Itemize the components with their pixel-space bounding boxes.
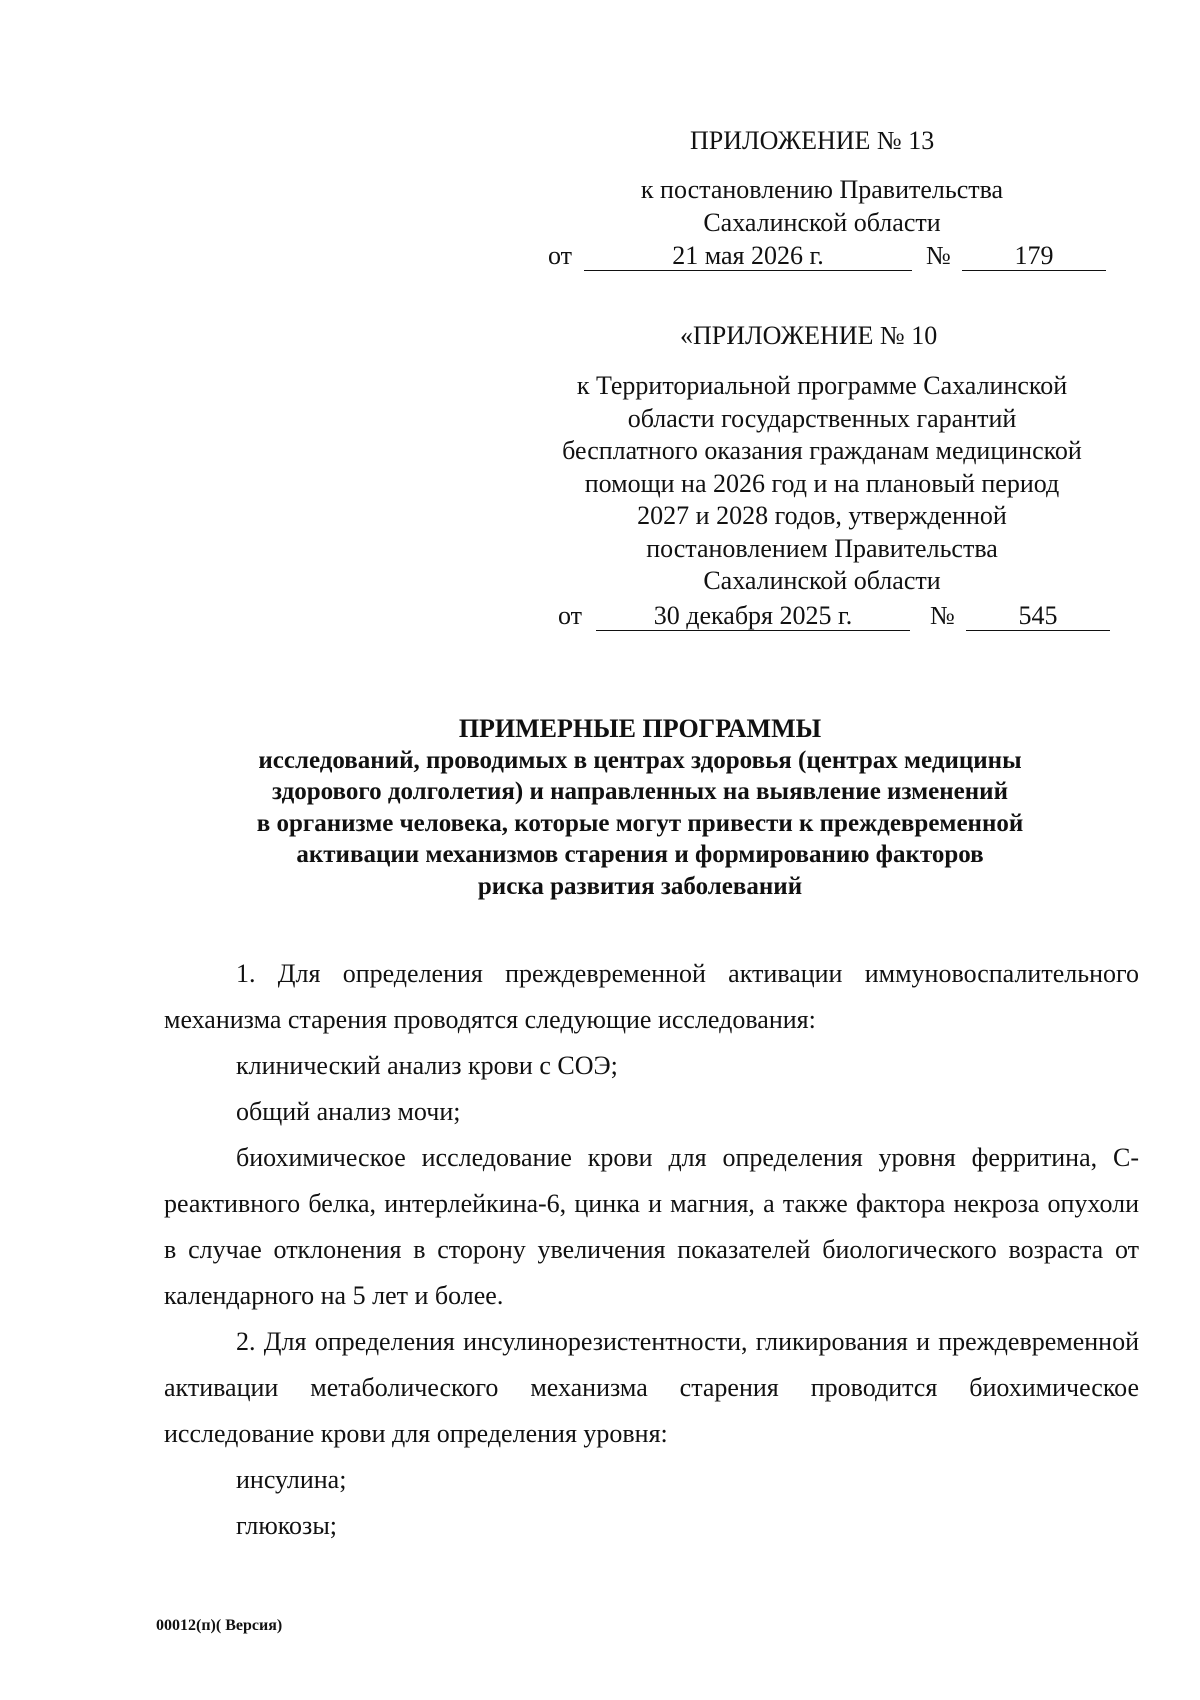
appendix-10-line: к Территориальной программе Сахалинской <box>576 371 1068 400</box>
paragraph-2: 2. Для определения инсулинорезистентности, гликирования и преждевременной активации метаболического механизма старения проводится биохимическое исследование крови для определения уровня: <box>164 1327 1139 1448</box>
resolution-number: 179 <box>962 240 1106 271</box>
title-subline: в организме человека, которые могут привести к преждевременной <box>256 809 1024 837</box>
appendix-10-reference <box>522 370 1122 598</box>
number-label: № <box>930 601 955 630</box>
title-main: ПРИМЕРНЫЕ ПРОГРАММЫ <box>458 714 822 743</box>
appendix-13-date-row <box>548 240 1108 274</box>
appendix-10-line: области государственных гарантий <box>627 403 1017 433</box>
appendix-10-line: постановлением Правительства <box>646 533 998 563</box>
from-label: от <box>558 601 583 630</box>
document-title <box>150 713 1130 902</box>
appendix-10-line: Сахалинской области <box>703 566 941 595</box>
document-body <box>164 951 1139 1549</box>
appendix-13-line-1: к постановлению Правительства <box>640 175 1004 204</box>
from-label: от <box>548 241 573 270</box>
paragraph-1: 1. Для определения преждевременной активации иммуновоспалительного механизма старения проводятся следующие исследования: <box>164 959 1139 1034</box>
appendix-10-title: «ПРИЛОЖЕНИЕ № 10 <box>680 321 938 350</box>
list-item-biochem: биохимическое исследование крови для определения уровня ферритина, С-реактивного белка, интерлейкина-6, цинка и магния, а также фактора некроза опухоли в случае отклонения в сторону увеличения показателей биологического возраста от календарного на 5 лет и более. <box>164 1143 1139 1310</box>
number-label: № <box>926 241 951 270</box>
appendix-13-title: ПРИЛОЖЕНИЕ № 13 <box>690 126 935 155</box>
appendix-10-line: бесплатного оказания гражданам медицинской <box>562 436 1082 465</box>
program-date: 30 декабря 2025 г. <box>596 600 910 631</box>
appendix-10-line: помощи на 2026 год и на плановый период <box>584 468 1060 498</box>
appendix-10-line: 2027 и 2028 годов, утвержденной <box>637 501 1007 530</box>
appendix-10-date-row <box>558 600 1110 634</box>
document-code: 00012(п)( Версия) <box>156 1617 283 1634</box>
appendix-13-line-2: Сахалинской области <box>703 207 941 237</box>
title-subline: риска развития заболеваний <box>477 872 803 900</box>
resolution-date: 21 мая 2026 г. <box>584 240 912 271</box>
list-item: клинический анализ крови с СОЭ; <box>236 1051 618 1080</box>
list-item: общий анализ мочи; <box>236 1097 461 1126</box>
program-number: 545 <box>966 600 1110 631</box>
title-subline: здорового долголетия) и направленных на выявление изменений <box>272 778 1008 805</box>
title-subline: исследований, проводимых в центрах здоровья (центрах медицины <box>258 746 1022 774</box>
list-item: инсулина; <box>236 1465 347 1494</box>
list-item: глюкозы; <box>236 1511 338 1540</box>
appendix-13-reference <box>522 174 1122 239</box>
title-subline: активации механизмов старения и формированию факторов <box>296 841 984 868</box>
